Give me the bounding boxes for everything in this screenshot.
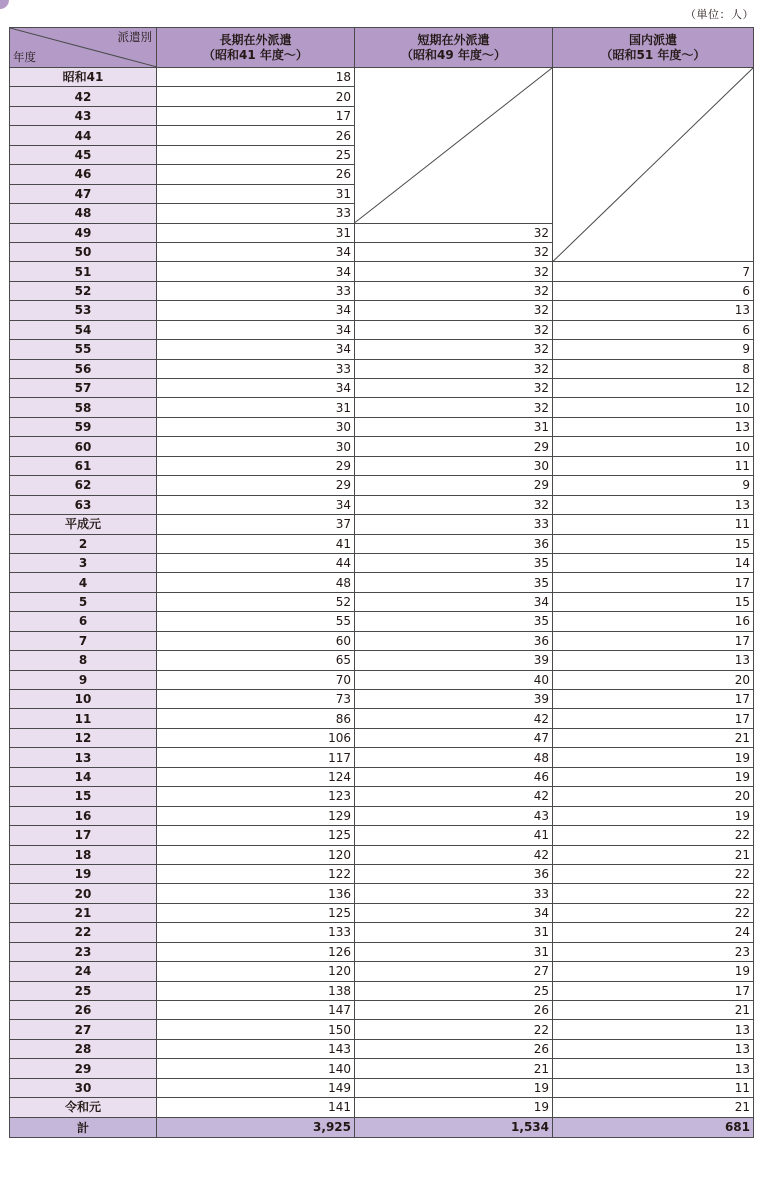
long-term-value: 125 [157,826,355,845]
domestic-value: 15 [553,534,754,553]
table-row [10,670,754,689]
long-term-value: 34 [157,320,355,339]
long-term-value: 129 [157,806,355,825]
short-term-value: 22 [355,1020,553,1039]
year-cell: 17 [10,826,157,845]
year-cell: 23 [10,942,157,961]
long-term-value: 18 [157,68,355,87]
table-row [10,379,754,398]
short-term-value: 29 [355,437,553,456]
domestic-value: 24 [553,923,754,942]
long-term-value: 143 [157,1039,355,1058]
year-cell: 50 [10,242,157,261]
domestic-value: 12 [553,379,754,398]
year-cell: 18 [10,845,157,864]
long-term-value: 126 [157,942,355,961]
long-term-value: 150 [157,1020,355,1039]
short-term-value: 33 [355,515,553,534]
table-row [10,767,754,786]
short-term-value: 27 [355,962,553,981]
domestic-value: 22 [553,903,754,922]
table-row [10,68,754,87]
year-cell: 4 [10,573,157,592]
domestic-value: 21 [553,1001,754,1020]
short-term-value: 35 [355,612,553,631]
year-cell: 10 [10,690,157,709]
short-term-value: 31 [355,942,553,961]
short-term-value: 35 [355,553,553,572]
long-term-value: 141 [157,1098,355,1117]
long-term-value: 123 [157,787,355,806]
short-term-value: 43 [355,806,553,825]
short-term-value: 34 [355,592,553,611]
domestic-value: 8 [553,359,754,378]
year-cell: 21 [10,903,157,922]
short-term-value: 36 [355,631,553,650]
short-term-value: 42 [355,787,553,806]
domestic-value: 21 [553,1098,754,1117]
long-term-value: 34 [157,301,355,320]
year-cell: 16 [10,806,157,825]
short-term-value: 30 [355,456,553,475]
header-row [10,28,754,68]
short-term-value: 34 [355,903,553,922]
long-term-value: 33 [157,204,355,223]
short-term-value: 32 [355,359,553,378]
short-term-value: 41 [355,826,553,845]
table-body [10,68,754,1118]
long-term-value: 37 [157,515,355,534]
long-term-value: 29 [157,476,355,495]
year-cell: 11 [10,709,157,728]
long-term-value: 29 [157,456,355,475]
domestic-value: 20 [553,670,754,689]
long-term-value: 48 [157,573,355,592]
table-row [10,1078,754,1097]
long-term-value: 34 [157,262,355,281]
long-term-value: 34 [157,495,355,514]
short-term-value: 32 [355,262,553,281]
corner-label-fiscal-year: 年度 [13,50,36,64]
long-term-value: 25 [157,145,355,164]
dispatch-table [9,27,754,1138]
table-row [10,1098,754,1117]
short-term-value: 32 [355,320,553,339]
total-domestic: 681 [553,1117,754,1137]
domestic-value: 13 [553,1039,754,1058]
year-cell: 8 [10,651,157,670]
short-term-value: 42 [355,845,553,864]
table-row [10,359,754,378]
domestic-value: 13 [553,651,754,670]
diagonal-slash [355,68,552,223]
column-title: 長期在外派遣 [219,32,292,47]
long-term-value: 65 [157,651,355,670]
short-term-value: 35 [355,573,553,592]
table-row [10,787,754,806]
year-cell: 53 [10,301,157,320]
table-row [10,806,754,825]
corner-label-dispatch-type: 派遣別 [117,30,152,44]
table-row [10,1020,754,1039]
domestic-value: 11 [553,456,754,475]
table-row [10,942,754,961]
long-term-value: 117 [157,748,355,767]
corner-decoration [0,0,9,9]
domestic-value: 21 [553,845,754,864]
long-term-value: 133 [157,923,355,942]
table-row [10,631,754,650]
domestic-value: 17 [553,690,754,709]
short-term-value: 31 [355,417,553,436]
year-cell: 13 [10,748,157,767]
domestic-value: 14 [553,553,754,572]
domestic-value: 13 [553,301,754,320]
year-cell: 45 [10,145,157,164]
table-row [10,884,754,903]
domestic-value: 9 [553,340,754,359]
table-row [10,515,754,534]
total-long-term: 3,925 [157,1117,355,1137]
year-cell: 15 [10,787,157,806]
long-term-value: 41 [157,534,355,553]
table-row [10,923,754,942]
table-row [10,456,754,475]
table-row [10,281,754,300]
table-row [10,262,754,281]
table-row [10,903,754,922]
short-term-value: 32 [355,223,553,242]
column-title: 国内派遣 [628,32,677,47]
diagonal-slash [553,68,753,261]
domestic-value: 19 [553,806,754,825]
short-term-value: 19 [355,1078,553,1097]
long-term-value: 73 [157,690,355,709]
long-term-value: 140 [157,1059,355,1078]
table-row [10,592,754,611]
long-term-value: 17 [157,106,355,125]
year-cell: 51 [10,262,157,281]
table-row [10,417,754,436]
table-row [10,962,754,981]
year-cell: 6 [10,612,157,631]
year-cell: 12 [10,728,157,747]
column-subtitle: （昭和51 年度〜） [600,47,706,62]
table-row [10,534,754,553]
long-term-value: 33 [157,359,355,378]
year-cell: 22 [10,923,157,942]
domestic-value: 6 [553,281,754,300]
domestic-value: 13 [553,495,754,514]
short-term-value: 19 [355,1098,553,1117]
domestic-value: 22 [553,864,754,883]
short-term-value: 42 [355,709,553,728]
total-row [10,1117,754,1137]
table-container [9,27,754,1138]
long-term-value: 124 [157,767,355,786]
corner-header-cell [10,28,157,68]
year-cell: 14 [10,767,157,786]
year-cell: 62 [10,476,157,495]
year-cell: 28 [10,1039,157,1058]
domestic-value: 19 [553,767,754,786]
domestic-value: 9 [553,476,754,495]
table-row [10,553,754,572]
domestic-value: 16 [553,612,754,631]
domestic-value: 11 [553,515,754,534]
long-term-value: 30 [157,437,355,456]
table-row [10,748,754,767]
short-term-value: 39 [355,690,553,709]
year-cell: 9 [10,670,157,689]
year-cell: 54 [10,320,157,339]
short-term-value: 48 [355,748,553,767]
year-cell: 43 [10,106,157,125]
year-cell: 29 [10,1059,157,1078]
short-term-value: 32 [355,398,553,417]
domestic-value: 13 [553,1020,754,1039]
table-row [10,437,754,456]
year-cell: 2 [10,534,157,553]
domestic-value: 22 [553,884,754,903]
short-term-value: 31 [355,923,553,942]
total-label: 計 [10,1117,157,1137]
total-short-term: 1,534 [355,1117,553,1137]
long-term-value: 70 [157,670,355,689]
table-row [10,728,754,747]
long-term-value: 120 [157,845,355,864]
table-row [10,1001,754,1020]
not-applicable-cell [553,68,754,262]
year-cell: 42 [10,87,157,106]
column-subtitle: （昭和41 年度〜） [203,47,308,62]
year-cell: 30 [10,1078,157,1097]
long-term-value: 44 [157,553,355,572]
domestic-value: 21 [553,728,754,747]
short-term-value: 29 [355,476,553,495]
long-term-value: 136 [157,884,355,903]
short-term-value: 39 [355,651,553,670]
table-row [10,1039,754,1058]
short-term-value: 26 [355,1039,553,1058]
table-row [10,826,754,845]
long-term-value: 26 [157,126,355,145]
table-row [10,651,754,670]
year-cell: 44 [10,126,157,145]
short-term-value: 21 [355,1059,553,1078]
year-cell: 58 [10,398,157,417]
year-cell: 60 [10,437,157,456]
not-applicable-cell [355,68,553,224]
short-term-value: 32 [355,301,553,320]
domestic-value: 7 [553,262,754,281]
year-cell: 59 [10,417,157,436]
year-cell: 56 [10,359,157,378]
long-term-value: 30 [157,417,355,436]
year-cell: 7 [10,631,157,650]
short-term-value: 26 [355,1001,553,1020]
domestic-value: 22 [553,826,754,845]
short-term-value: 40 [355,670,553,689]
year-cell: 5 [10,592,157,611]
domestic-value: 19 [553,962,754,981]
table-row [10,495,754,514]
year-cell: 平成元 [10,515,157,534]
short-term-value: 25 [355,981,553,1000]
long-term-value: 26 [157,165,355,184]
domestic-value: 17 [553,981,754,1000]
short-term-value: 47 [355,728,553,747]
column-header-short-term [355,28,553,68]
long-term-value: 34 [157,340,355,359]
year-cell: 昭和41 [10,68,157,87]
long-term-value: 31 [157,398,355,417]
long-term-value: 31 [157,223,355,242]
unit-note: （単位：人） [685,8,754,21]
table-row [10,398,754,417]
long-term-value: 60 [157,631,355,650]
year-cell: 61 [10,456,157,475]
table-row [10,340,754,359]
long-term-value: 147 [157,1001,355,1020]
domestic-value: 10 [553,398,754,417]
short-term-value: 32 [355,340,553,359]
long-term-value: 120 [157,962,355,981]
long-term-value: 149 [157,1078,355,1097]
table-row [10,320,754,339]
year-cell: 63 [10,495,157,514]
table-row [10,612,754,631]
short-term-value: 32 [355,281,553,300]
domestic-value: 13 [553,1059,754,1078]
year-cell: 25 [10,981,157,1000]
domestic-value: 17 [553,709,754,728]
table-row [10,845,754,864]
year-cell: 3 [10,553,157,572]
table-row [10,690,754,709]
year-cell: 令和元 [10,1098,157,1117]
table-row [10,573,754,592]
domestic-value: 17 [553,573,754,592]
long-term-value: 106 [157,728,355,747]
domestic-value: 10 [553,437,754,456]
table-row [10,709,754,728]
long-term-value: 20 [157,87,355,106]
column-subtitle: （昭和49 年度〜） [401,47,506,62]
long-term-value: 122 [157,864,355,883]
table-row [10,1059,754,1078]
column-header-domestic [553,28,754,68]
table-row [10,864,754,883]
year-cell: 49 [10,223,157,242]
year-cell: 24 [10,962,157,981]
year-cell: 27 [10,1020,157,1039]
year-cell: 26 [10,1001,157,1020]
short-term-value: 32 [355,495,553,514]
column-title: 短期在外派遣 [417,32,490,47]
year-cell: 52 [10,281,157,300]
long-term-value: 34 [157,242,355,261]
short-term-value: 46 [355,767,553,786]
year-cell: 46 [10,165,157,184]
domestic-value: 6 [553,320,754,339]
year-cell: 19 [10,864,157,883]
long-term-value: 125 [157,903,355,922]
long-term-value: 33 [157,281,355,300]
domestic-value: 20 [553,787,754,806]
short-term-value: 32 [355,379,553,398]
long-term-value: 52 [157,592,355,611]
long-term-value: 34 [157,379,355,398]
short-term-value: 32 [355,242,553,261]
year-cell: 47 [10,184,157,203]
domestic-value: 15 [553,592,754,611]
domestic-value: 19 [553,748,754,767]
short-term-value: 36 [355,534,553,553]
short-term-value: 33 [355,884,553,903]
column-header-long-term [157,28,355,68]
long-term-value: 138 [157,981,355,1000]
domestic-value: 13 [553,417,754,436]
short-term-value: 36 [355,864,553,883]
long-term-value: 55 [157,612,355,631]
year-cell: 57 [10,379,157,398]
table-row [10,476,754,495]
year-cell: 55 [10,340,157,359]
table-row [10,981,754,1000]
domestic-value: 11 [553,1078,754,1097]
table-row [10,301,754,320]
domestic-value: 23 [553,942,754,961]
year-cell: 20 [10,884,157,903]
long-term-value: 86 [157,709,355,728]
long-term-value: 31 [157,184,355,203]
year-cell: 48 [10,204,157,223]
domestic-value: 17 [553,631,754,650]
